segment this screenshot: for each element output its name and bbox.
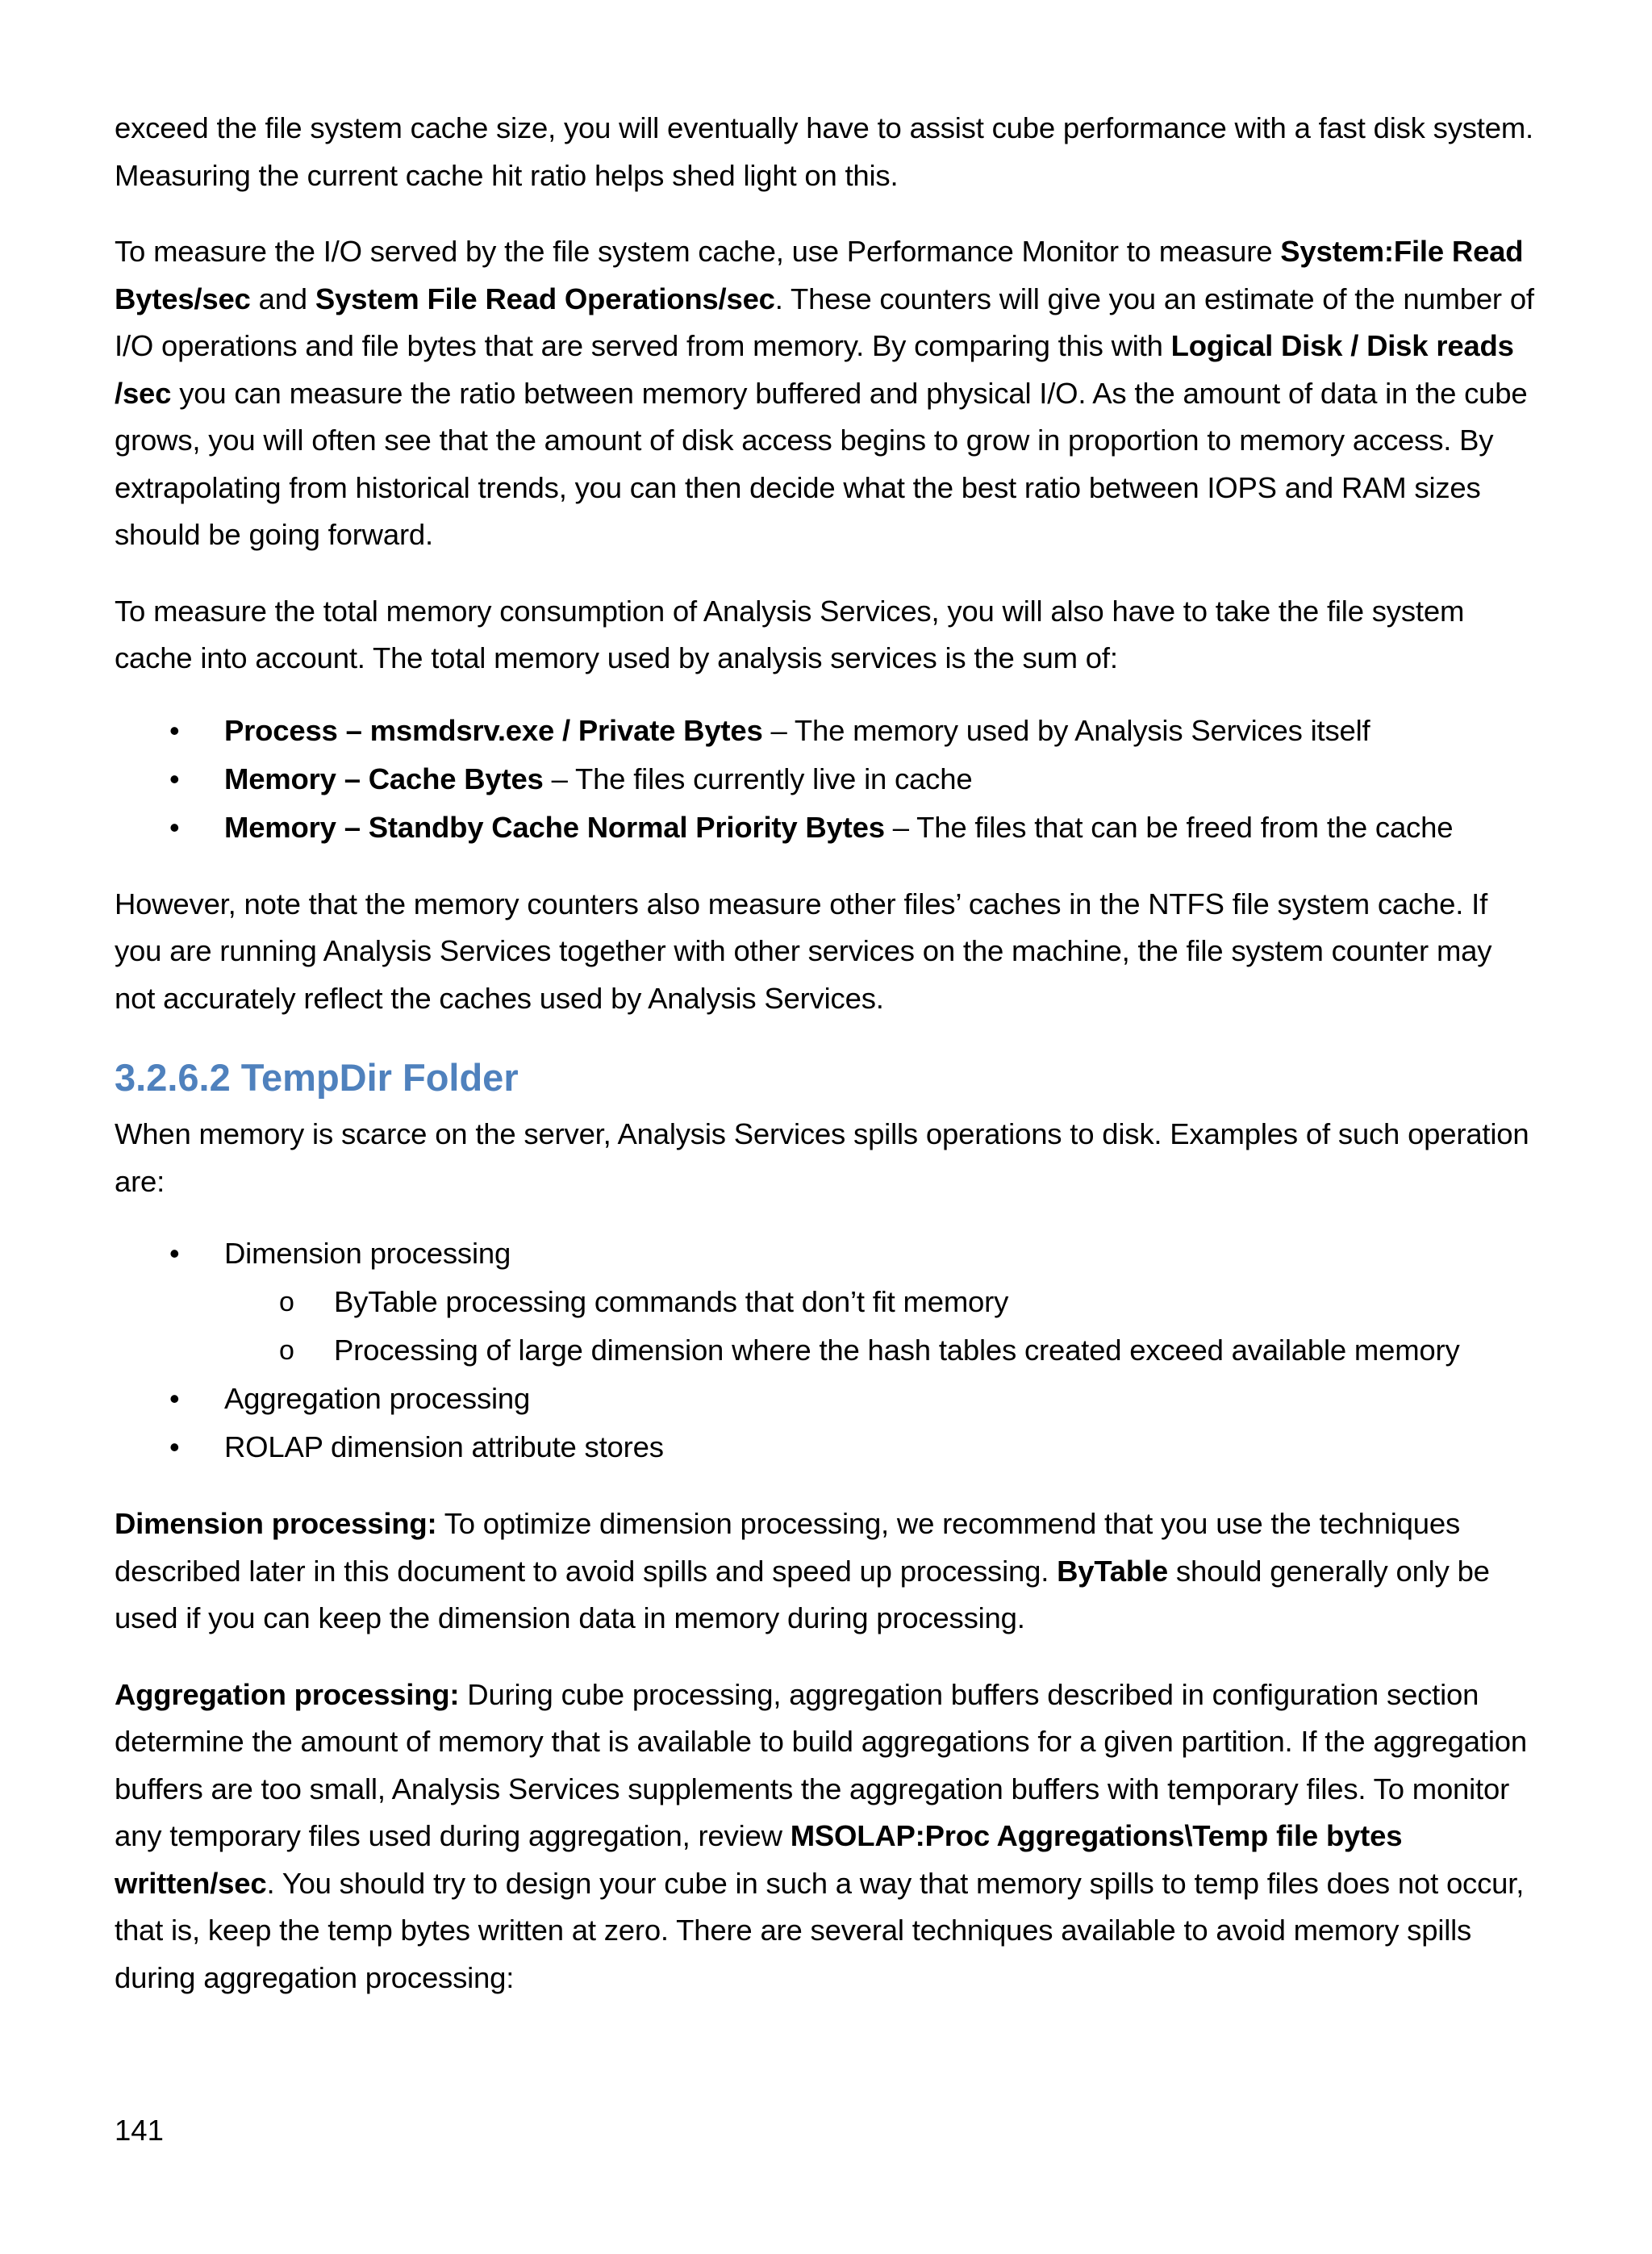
- paragraph-dimension-processing: [115, 1501, 1539, 1642]
- page-number: 141: [115, 2114, 164, 2147]
- paragraph-ntfs-note: However, note that the memory counters also measure other files’ caches in the NTFS file system cache. If you are running Analysis Services together with other services on the machine, the file system counter may not accurately reflect the caches used by Analysis Services.: [115, 887, 1492, 1015]
- text-run: you can measure the ratio between memory buffered and physical I/O. As the amount of data in the cube grows, you will often see that the amount of disk access begins to grow in proportion to memory access. By extrapolating from historical trends, you can then decide what the best ratio between IOPS and RAM sizes should be going forward.: [115, 376, 1528, 551]
- list-item: [115, 1229, 1539, 1375]
- bold-bytable: ByTable: [1057, 1554, 1168, 1588]
- bullet-icon: •: [169, 713, 180, 747]
- list-item: [115, 804, 1539, 852]
- paragraph-aggregation-processing: [115, 1672, 1539, 2002]
- list-item: [115, 1423, 1539, 1471]
- list-item-text: ROLAP dimension attribute stores: [224, 1430, 664, 1463]
- sub-list-item: [224, 1326, 1539, 1375]
- sub-list: [224, 1278, 1539, 1375]
- text-run: should generally only be used if you can keep the dimension data in memory during processing.: [115, 1554, 1490, 1634]
- paragraph-io-measure: [115, 228, 1539, 559]
- list-item-bold: Memory – Standby Cache Normal Priority Bytes: [224, 810, 885, 844]
- text-run: and: [250, 282, 315, 315]
- list-item-text: Aggregation processing: [224, 1382, 531, 1415]
- list-item-text: Dimension processing: [224, 1237, 511, 1270]
- bullet-icon: •: [169, 1237, 180, 1270]
- bold-counter-file-read-ops: System File Read Operations/sec: [315, 282, 775, 315]
- list-item: [115, 755, 1539, 804]
- bullet-icon: •: [169, 1382, 180, 1415]
- bold-lead-aggregation: Aggregation processing:: [115, 1677, 460, 1711]
- list-item: [115, 707, 1539, 755]
- list-item-text: – The files currently live in cache: [543, 762, 973, 795]
- section-heading: 3.2.6.2 TempDir Folder: [115, 1056, 519, 1099]
- circle-bullet-icon: o: [279, 1287, 294, 1317]
- text-run: . You should try to design your cube in such a way that memory spills to temp files does not occur, that is, keep the temp bytes written at zero. There are several techniques available to avoid memory spills during aggregation processing:: [115, 1866, 1525, 1994]
- paragraph-cache-intro: exceed the file system cache size, you will eventually have to assist cube performance with a fast disk system. Measuring the current cache hit ratio helps shed light on this.: [115, 111, 1533, 192]
- list-item-bold: Memory – Cache Bytes: [224, 762, 544, 795]
- text-run: . These counters will give you an estimate of the number of I/O operations and file bytes that are served from memory. By comparing this with: [115, 282, 1534, 362]
- bullet-icon: •: [169, 1430, 180, 1463]
- sub-list-item-text: Processing of large dimension where the hash tables created exceed available memory: [334, 1334, 1460, 1367]
- text-run: To optimize dimension processing, we recommend that you use the techniques described later in this document to avoid spills and speed up processing.: [115, 1507, 1461, 1588]
- paragraph-spill-intro: When memory is scarce on the server, Analysis Services spills operations to disk. Examples of such operation are:: [115, 1117, 1529, 1198]
- bold-lead-dimension: Dimension processing:: [115, 1507, 437, 1540]
- list-item-text: – The memory used by Analysis Services itself: [762, 713, 1370, 747]
- bold-counter-disk-reads: Logical Disk / Disk reads /sec: [115, 329, 1514, 410]
- spill-operation-list: [115, 1229, 1539, 1471]
- memory-counter-list: [115, 707, 1539, 852]
- sub-list-item-text: ByTable processing commands that don’t fit memory: [334, 1285, 1009, 1318]
- bold-counter-temp-bytes: MSOLAP:Proc Aggregations\Temp file bytes written/sec: [115, 1819, 1403, 1900]
- list-item-text: – The files that can be freed from the cache: [884, 810, 1454, 844]
- bullet-icon: •: [169, 810, 180, 844]
- text-run: During cube processing, aggregation buffers described in configuration section determine the amount of memory that is available to build aggregations for a given partition. If the aggregation buffers are too small, Analysis Services supplements the aggregation buffers with temporary files. To monitor any temporary files used during aggregation, review: [115, 1677, 1527, 1852]
- bullet-icon: •: [169, 762, 180, 795]
- list-item-bold: Process – msmdsrv.exe / Private Bytes: [224, 713, 763, 747]
- text-run: To measure the I/O served by the file system cache, use Performance Monitor to measure: [115, 235, 1281, 268]
- circle-bullet-icon: o: [279, 1335, 294, 1366]
- list-item: [115, 1375, 1539, 1423]
- paragraph-total-memory: To measure the total memory consumption of Analysis Services, you will also have to take the file system cache into account. The total memory used by analysis services is the sum of:: [115, 594, 1465, 674]
- bold-counter-file-read-bytes: System:File Read Bytes/sec: [115, 235, 1524, 315]
- sub-list-item: [224, 1278, 1539, 1326]
